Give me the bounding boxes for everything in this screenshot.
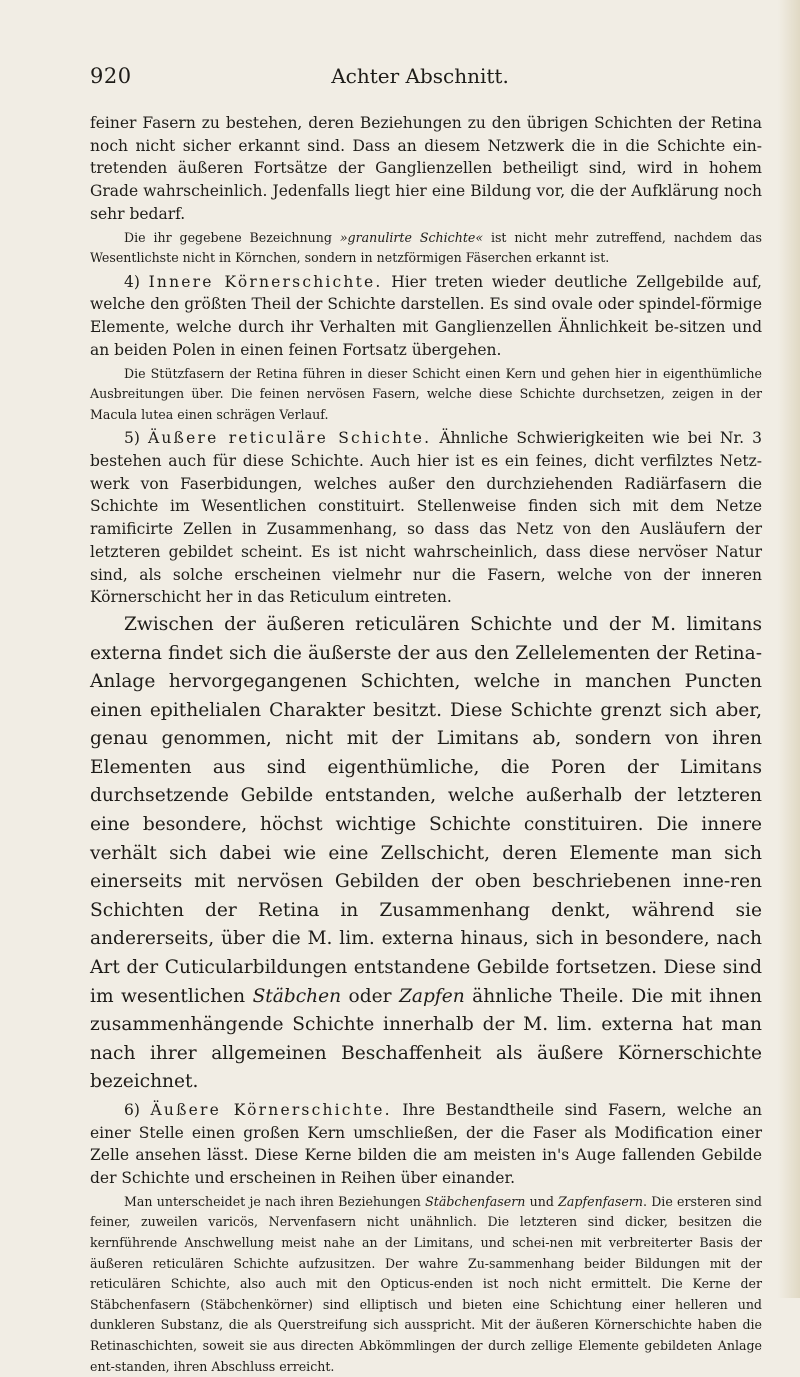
section-heading: Innere Körnerschichte.: [148, 272, 383, 291]
paragraph-outer-nuclear-layer: [90, 1099, 762, 1190]
note-granulirte: [90, 228, 762, 269]
note-text: und: [525, 1193, 559, 1209]
paragraph-inner-nuclear-layer: [90, 271, 762, 362]
item-number: 4): [124, 272, 149, 291]
paragraph-intro: feiner Fasern zu bestehen, deren Beziehungen zu den übrigen Schichten der Retina noch nicht sicher erkannt sind. Dass an diesem Netzwerk die in die Schichte ein-tretenden äußeren Fortsätze der Ganglienzellen betheiligt sind, wird in hohem Grade wahrscheinlich. Jedenfalls liegt hier eine Bildung vor, die der Aufklärung noch sehr bedarf.: [90, 114, 762, 223]
item-number: 5): [124, 429, 148, 448]
note-fibers: [90, 1192, 762, 1377]
emphasis-zapfen: Zapfen: [398, 985, 465, 1007]
item-number: 6): [124, 1101, 151, 1120]
emphasis-staebchen: Stäbchen: [252, 985, 342, 1007]
section-heading: Äußere reticuläre Schichte.: [147, 429, 432, 448]
note-emphasis: »granulirte Schichte«: [339, 229, 484, 245]
page-number: 920: [90, 64, 132, 88]
paragraph-outer-reticular-layer: [90, 427, 762, 609]
paragraph-text: oder: [341, 985, 399, 1007]
note-text: ist nicht mehr zutreffend, nachdem das Wesentlichste nicht in Körnchen, sondern in netzförmigen Fäserchen erkannt ist.: [90, 229, 763, 266]
note-stuetzfasern: Die Stützfasern der Retina führen in dieser Schicht einen Kern und gehen hier in eigenthümliche Ausbreitungen über. Die feinen nervösen Fasern, welche diese Schichte durchsetzen, zeigen in der Macula lutea einen schrägen Verlauf.: [90, 365, 762, 422]
body-text: [90, 112, 762, 1377]
paragraph-text: ähnliche Theile. Die mit ihnen zusammenhängende Schichte innerhalb der M. lim. externa hat man nach ihrer allgemeinen Beschaffenheit als äußere Körnerschichte bezeichnet.: [90, 985, 763, 1093]
paragraph-text: Ihre Bestandtheile sind Fasern, welche an einer Stelle einen großen Kern umschließen, der die Faser als Modification einer Zelle ansehen lässt. Diese Kerne bilden die am meisten in's Auge fallenden Gebilde der Schichte und erscheinen in Reihen über einander.: [90, 1101, 763, 1188]
paragraph-text: Ähnliche Schwierigkeiten wie bei Nr. 3 bestehen auch für diese Schichte. Auch hier ist es ein feines, dicht verfilztes Netz-werk von Faserbidungen, welches außer den durchziehenden Radiärfasern die Schichte im Wesentlichen constituirt. Stellenweise finden sich mit dem Netze ramificirte Zellen in Zusammenhang, so dass das Netz von den Ausläufern der letzteren gebildet scheint. Es ist nicht wahrscheinlich, dass diese nervöser Natur sind, als solche erscheinen vielmehr nur die Fasern, welche von der inneren Körnerschicht her in das Reticulum eintreten.: [90, 429, 762, 607]
emphasis-staebchenfasern: Stäbchenfasern: [425, 1193, 526, 1209]
page-header: [90, 64, 750, 94]
section-heading: Äußere Körnerschichte.: [150, 1101, 392, 1120]
running-head: Achter Abschnitt.: [331, 64, 509, 88]
note-text: Die ihr gegebene Bezeichnung: [124, 229, 340, 245]
note-text: Man unterscheidet je nach ihren Beziehungen: [124, 1193, 426, 1209]
note-text: . Die ersteren sind feiner, zuweilen varicös, Nervenfasern nicht unähnlich. Die letzteren sind dicker, besitzen die kernführende Anschwellung meist nahe an der Limitans, und schei-nen mit verbreiterter Basis der äußeren reticulären Schichte aufzusitzen. Der wahre Zu-sammenhang beider Bildungen mit der reticulären Schichte, also auch mit den Opticus-enden ist noch nicht ermittelt. Die Kerne der Stäbchenfasern (Stäbchenkörner) sind elliptisch und bieten eine Schichtung einer helleren und dunkleren Substanz, die als Querstreifung sich ausspricht. Mit der äußeren Körnerschichte haben die Retinaschichten, soweit sie aus directen Abkömmlingen der durch zellige Elemente gebildeten Anlage ent-standen, ihren Abschluss erreicht.: [90, 1193, 762, 1374]
paragraph-text: Zwischen der äußeren reticulären Schichte und der M. limitans externa findet sich die äußerste der aus den Zellelementen der Retina-Anlage hervorgegangenen Schichten, welche in manchen Puncten einen epithelialen Charakter besitzt. Diese Schichte grenzt sich aber, genau genommen, nicht mit der Limitans ab, sondern von ihren Elementen aus sind eigenthümliche, die Poren der Limitans durchsetzende Gebilde entstanden, welche außerhalb der letzteren eine besondere, höchst wichtige Schichte constituiren. Die innere verhält sich dabei wie eine Zellschicht, deren Elemente man sich einerseits mit nervösen Gebilden der oben beschriebenen inne-ren Schichten der Retina in Zusammenhang denkt, während sie andererseits, über die M. lim. externa hinaus, sich in besondere, nach Art der Cuticularbildungen entstandene Gebilde fortsetzen. Diese sind im wesentlichen: [90, 613, 762, 1007]
emphasis-zapfenfasern: Zapfenfasern: [558, 1193, 643, 1209]
paragraph-text: Hier treten wieder deutliche Zellgebilde auf, welche den größten Theil der Schichte darstellen. Es sind ovale oder spindel-förmige Elemente, welche durch ihr Verhalten mit Ganglienzellen Ähnlichkeit be-sitzen und an beiden Polen in einen feinen Fortsatz übergehen.: [90, 272, 762, 359]
paragraph-limitans: [90, 611, 762, 1097]
page-edge-shadow: [778, 0, 800, 1298]
